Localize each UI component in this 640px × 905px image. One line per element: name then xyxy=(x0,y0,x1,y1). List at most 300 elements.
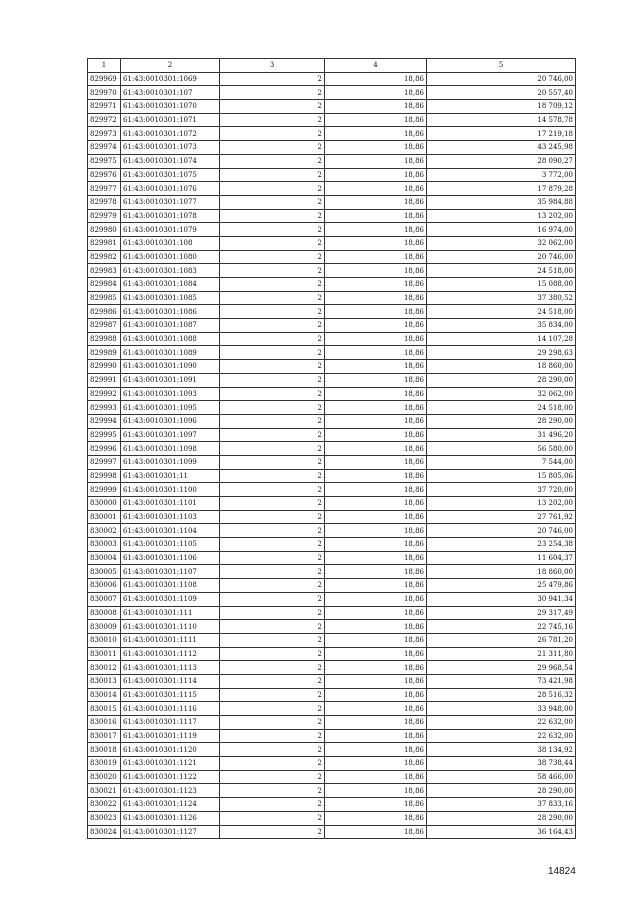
cell-row-number: 830021 xyxy=(88,784,121,798)
cell-col-3: 2 xyxy=(220,373,325,387)
cell-row-number: 829973 xyxy=(88,127,121,141)
cell-col-4: 18,86 xyxy=(325,647,427,661)
cell-row-number: 829976 xyxy=(88,168,121,182)
table-row xyxy=(88,182,576,196)
cell-col-4: 18,86 xyxy=(325,784,427,798)
cell-col-4: 18,86 xyxy=(325,633,427,647)
cell-col-3: 2 xyxy=(220,414,325,428)
cell-row-number: 829988 xyxy=(88,332,121,346)
cell-row-number: 829996 xyxy=(88,442,121,456)
cell-row-number: 830014 xyxy=(88,688,121,702)
table-row xyxy=(88,278,576,292)
cell-value: 33 948,00 xyxy=(427,702,576,716)
cell-col-4: 18,86 xyxy=(325,113,427,127)
table-row xyxy=(88,620,576,634)
table-row xyxy=(88,551,576,565)
table-row xyxy=(88,647,576,661)
cell-col-4: 18,86 xyxy=(325,455,427,469)
cell-value: 32 062,00 xyxy=(427,387,576,401)
cell-row-number: 830016 xyxy=(88,716,121,730)
cell-value: 36 164,43 xyxy=(427,825,576,839)
table-row xyxy=(88,702,576,716)
cell-cadastral-number: 61:43:0010301:1077 xyxy=(121,195,220,209)
cell-cadastral-number: 61:43:0010301:1124 xyxy=(121,798,220,812)
cell-value: 21 311,80 xyxy=(427,647,576,661)
table-row xyxy=(88,100,576,114)
cell-row-number: 830020 xyxy=(88,770,121,784)
table-row xyxy=(88,606,576,620)
cell-value: 73 421,98 xyxy=(427,674,576,688)
cell-col-4: 18,86 xyxy=(325,195,427,209)
cell-value: 22 632,00 xyxy=(427,716,576,730)
cell-col-4: 18,86 xyxy=(325,497,427,511)
cell-col-4: 18,86 xyxy=(325,579,427,593)
cell-value: 35 984,88 xyxy=(427,195,576,209)
table-row xyxy=(88,784,576,798)
cell-value: 13 202,00 xyxy=(427,209,576,223)
table-row xyxy=(88,291,576,305)
table-row xyxy=(88,674,576,688)
cell-row-number: 830006 xyxy=(88,579,121,593)
cell-value: 24 518,00 xyxy=(427,401,576,415)
table-row xyxy=(88,72,576,86)
cell-cadastral-number: 61:43:0010301:1089 xyxy=(121,346,220,360)
cell-value: 37 833,16 xyxy=(427,798,576,812)
cell-col-4: 18,86 xyxy=(325,305,427,319)
cell-col-4: 18,86 xyxy=(325,551,427,565)
cell-col-3: 2 xyxy=(220,168,325,182)
table-header xyxy=(88,59,576,73)
cell-cadastral-number: 61:43:0010301:1079 xyxy=(121,223,220,237)
cell-cadastral-number: 61:43:0010301:1123 xyxy=(121,784,220,798)
cell-col-3: 2 xyxy=(220,633,325,647)
cell-row-number: 829984 xyxy=(88,278,121,292)
cell-value: 17 219,18 xyxy=(427,127,576,141)
cell-row-number: 830022 xyxy=(88,798,121,812)
cell-row-number: 829997 xyxy=(88,455,121,469)
table-row xyxy=(88,168,576,182)
cell-cadastral-number: 61:43:0010301:1126 xyxy=(121,811,220,825)
table-row xyxy=(88,442,576,456)
table-row xyxy=(88,236,576,250)
cell-row-number: 830024 xyxy=(88,825,121,839)
column-header-4: 4 xyxy=(325,59,427,73)
cell-value: 26 781,20 xyxy=(427,633,576,647)
table-row xyxy=(88,661,576,675)
cell-cadastral-number: 61:43:0010301:1111 xyxy=(121,633,220,647)
cell-col-4: 18,86 xyxy=(325,674,427,688)
table-row xyxy=(88,455,576,469)
cell-col-3: 2 xyxy=(220,510,325,524)
cell-col-4: 18,86 xyxy=(325,606,427,620)
cell-row-number: 830001 xyxy=(88,510,121,524)
cell-col-4: 18,86 xyxy=(325,592,427,606)
cell-value: 15 088,00 xyxy=(427,278,576,292)
cell-row-number: 829986 xyxy=(88,305,121,319)
cell-row-number: 829989 xyxy=(88,346,121,360)
cell-cadastral-number: 61:43:0010301:1069 xyxy=(121,72,220,86)
cell-col-3: 2 xyxy=(220,811,325,825)
cell-row-number: 829999 xyxy=(88,483,121,497)
cell-col-3: 2 xyxy=(220,195,325,209)
document-sheet xyxy=(87,58,575,839)
table-row xyxy=(88,86,576,100)
cell-col-4: 18,86 xyxy=(325,620,427,634)
table-row xyxy=(88,483,576,497)
cell-cadastral-number: 61:43:0010301:1112 xyxy=(121,647,220,661)
cell-col-4: 18,86 xyxy=(325,141,427,155)
cell-col-4: 18,86 xyxy=(325,661,427,675)
cell-cadastral-number: 61:43:0010301:1070 xyxy=(121,100,220,114)
cell-value: 20 746,00 xyxy=(427,250,576,264)
cell-col-4: 18,86 xyxy=(325,332,427,346)
cell-col-3: 2 xyxy=(220,72,325,86)
cell-col-4: 18,86 xyxy=(325,264,427,278)
cell-col-4: 18,86 xyxy=(325,319,427,333)
cell-row-number: 829985 xyxy=(88,291,121,305)
cell-value: 24 518,00 xyxy=(427,264,576,278)
cell-row-number: 829977 xyxy=(88,182,121,196)
cell-cadastral-number: 61:43:0010301:108 xyxy=(121,236,220,250)
cell-value: 28 090,27 xyxy=(427,154,576,168)
table-row xyxy=(88,811,576,825)
cell-col-4: 18,86 xyxy=(325,428,427,442)
cell-value: 28 290,00 xyxy=(427,414,576,428)
cell-col-3: 2 xyxy=(220,305,325,319)
cell-row-number: 829983 xyxy=(88,264,121,278)
cell-cadastral-number: 61:43:0010301:1083 xyxy=(121,264,220,278)
cell-row-number: 829991 xyxy=(88,373,121,387)
cell-value: 24 518,00 xyxy=(427,305,576,319)
cell-value: 14 107,28 xyxy=(427,332,576,346)
cell-row-number: 830015 xyxy=(88,702,121,716)
cell-col-3: 2 xyxy=(220,278,325,292)
cell-value: 35 834,00 xyxy=(427,319,576,333)
table-row xyxy=(88,195,576,209)
cell-value: 25 479,86 xyxy=(427,579,576,593)
cell-row-number: 829992 xyxy=(88,387,121,401)
cell-col-4: 18,86 xyxy=(325,729,427,743)
cell-col-4: 18,86 xyxy=(325,414,427,428)
cell-col-3: 2 xyxy=(220,661,325,675)
cell-value: 56 580,00 xyxy=(427,442,576,456)
column-header-3: 3 xyxy=(220,59,325,73)
table-row xyxy=(88,250,576,264)
cell-value: 37 720,00 xyxy=(427,483,576,497)
cell-col-3: 2 xyxy=(220,565,325,579)
cell-col-3: 2 xyxy=(220,319,325,333)
cell-row-number: 830017 xyxy=(88,729,121,743)
cell-cadastral-number: 61:43:0010301:1073 xyxy=(121,141,220,155)
cell-col-3: 2 xyxy=(220,141,325,155)
cell-col-3: 2 xyxy=(220,798,325,812)
column-header-2: 2 xyxy=(121,59,220,73)
cell-row-number: 830018 xyxy=(88,743,121,757)
table-row xyxy=(88,579,576,593)
cell-col-3: 2 xyxy=(220,702,325,716)
cell-cadastral-number: 61:43:0010301:1101 xyxy=(121,497,220,511)
cell-cadastral-number: 61:43:0010301:1115 xyxy=(121,688,220,702)
cell-cadastral-number: 61:43:0010301:1103 xyxy=(121,510,220,524)
table-row xyxy=(88,770,576,784)
cell-value: 29 968,54 xyxy=(427,661,576,675)
cell-row-number: 829993 xyxy=(88,401,121,415)
cell-cadastral-number: 61:43:0010301:1122 xyxy=(121,770,220,784)
cell-value: 23 254,38 xyxy=(427,538,576,552)
cell-cadastral-number: 61:43:0010301:1119 xyxy=(121,729,220,743)
cell-row-number: 829971 xyxy=(88,100,121,114)
table-row xyxy=(88,264,576,278)
cell-row-number: 829990 xyxy=(88,360,121,374)
cell-value: 38 134,92 xyxy=(427,743,576,757)
cell-cadastral-number: 61:43:0010301:1107 xyxy=(121,565,220,579)
table-row xyxy=(88,825,576,839)
cell-cadastral-number: 61:43:0010301:1113 xyxy=(121,661,220,675)
cell-col-4: 18,86 xyxy=(325,825,427,839)
cell-col-3: 2 xyxy=(220,182,325,196)
cell-value: 18 860,00 xyxy=(427,360,576,374)
cell-value: 28 290,00 xyxy=(427,811,576,825)
cell-value: 20 557,40 xyxy=(427,86,576,100)
table-row xyxy=(88,113,576,127)
cell-value: 58 466,00 xyxy=(427,770,576,784)
table-row xyxy=(88,743,576,757)
cell-row-number: 829972 xyxy=(88,113,121,127)
cell-cadastral-number: 61:43:0010301:1095 xyxy=(121,401,220,415)
cell-col-4: 18,86 xyxy=(325,100,427,114)
cell-row-number: 829995 xyxy=(88,428,121,442)
cell-cadastral-number: 61:43:0010301:1071 xyxy=(121,113,220,127)
cell-col-4: 18,86 xyxy=(325,250,427,264)
cell-col-3: 2 xyxy=(220,524,325,538)
cell-cadastral-number: 61:43:0010301:1108 xyxy=(121,579,220,593)
cell-cadastral-number: 61:43:0010301:1127 xyxy=(121,825,220,839)
cell-col-4: 18,86 xyxy=(325,469,427,483)
cell-value: 28 290,00 xyxy=(427,373,576,387)
data-table xyxy=(87,58,576,839)
cell-row-number: 830009 xyxy=(88,620,121,634)
cell-value: 38 738,44 xyxy=(427,757,576,771)
cell-cadastral-number: 61:43:0010301:1117 xyxy=(121,716,220,730)
cell-value: 20 746,00 xyxy=(427,524,576,538)
cell-col-4: 18,86 xyxy=(325,168,427,182)
cell-row-number: 829982 xyxy=(88,250,121,264)
cell-row-number: 830005 xyxy=(88,565,121,579)
cell-value: 30 941,34 xyxy=(427,592,576,606)
cell-col-4: 18,86 xyxy=(325,86,427,100)
cell-cadastral-number: 61:43:0010301:1072 xyxy=(121,127,220,141)
cell-col-4: 18,86 xyxy=(325,770,427,784)
cell-value: 17 879,28 xyxy=(427,182,576,196)
cell-col-3: 2 xyxy=(220,86,325,100)
cell-value: 27 761,92 xyxy=(427,510,576,524)
cell-col-4: 18,86 xyxy=(325,483,427,497)
cell-col-3: 2 xyxy=(220,223,325,237)
cell-col-3: 2 xyxy=(220,455,325,469)
cell-col-3: 2 xyxy=(220,825,325,839)
cell-col-4: 18,86 xyxy=(325,223,427,237)
cell-row-number: 830004 xyxy=(88,551,121,565)
cell-col-3: 2 xyxy=(220,346,325,360)
cell-row-number: 830013 xyxy=(88,674,121,688)
cell-value: 22 632,00 xyxy=(427,729,576,743)
cell-col-4: 18,86 xyxy=(325,757,427,771)
cell-col-4: 18,86 xyxy=(325,510,427,524)
cell-cadastral-number: 61:43:0010301:1090 xyxy=(121,360,220,374)
cell-cadastral-number: 61:43:0010301:1078 xyxy=(121,209,220,223)
cell-value: 37 380,52 xyxy=(427,291,576,305)
cell-col-3: 2 xyxy=(220,674,325,688)
table-row xyxy=(88,428,576,442)
cell-row-number: 830003 xyxy=(88,538,121,552)
cell-row-number: 829974 xyxy=(88,141,121,155)
cell-cadastral-number: 61:43:0010301:1105 xyxy=(121,538,220,552)
table-row xyxy=(88,401,576,415)
cell-cadastral-number: 61:43:0010301:1114 xyxy=(121,674,220,688)
cell-cadastral-number: 61:43:0010301:1075 xyxy=(121,168,220,182)
cell-row-number: 830000 xyxy=(88,497,121,511)
cell-col-4: 18,86 xyxy=(325,127,427,141)
header-row xyxy=(88,59,576,73)
cell-value: 29 298,63 xyxy=(427,346,576,360)
cell-value: 15 805,06 xyxy=(427,469,576,483)
cell-value: 22 745,16 xyxy=(427,620,576,634)
cell-cadastral-number: 61:43:0010301:1086 xyxy=(121,305,220,319)
cell-col-3: 2 xyxy=(220,497,325,511)
cell-col-4: 18,86 xyxy=(325,442,427,456)
cell-col-3: 2 xyxy=(220,360,325,374)
cell-col-3: 2 xyxy=(220,401,325,415)
cell-col-3: 2 xyxy=(220,757,325,771)
table-row xyxy=(88,319,576,333)
cell-value: 32 062,00 xyxy=(427,236,576,250)
cell-value: 28 290,00 xyxy=(427,784,576,798)
cell-col-4: 18,86 xyxy=(325,182,427,196)
table-row xyxy=(88,141,576,155)
cell-row-number: 830002 xyxy=(88,524,121,538)
column-header-5: 5 xyxy=(427,59,576,73)
cell-col-3: 2 xyxy=(220,442,325,456)
cell-col-4: 18,86 xyxy=(325,360,427,374)
cell-cadastral-number: 61:43:0010301:1099 xyxy=(121,455,220,469)
table-row xyxy=(88,757,576,771)
cell-cadastral-number: 61:43:0010301:1100 xyxy=(121,483,220,497)
cell-row-number: 829978 xyxy=(88,195,121,209)
table-row xyxy=(88,373,576,387)
cell-cadastral-number: 61:43:0010301:1088 xyxy=(121,332,220,346)
table-row xyxy=(88,154,576,168)
cell-row-number: 829987 xyxy=(88,319,121,333)
table-row xyxy=(88,360,576,374)
cell-col-4: 18,86 xyxy=(325,209,427,223)
cell-cadastral-number: 61:43:0010301:1121 xyxy=(121,757,220,771)
table-row xyxy=(88,497,576,511)
cell-row-number: 830012 xyxy=(88,661,121,675)
cell-row-number: 829969 xyxy=(88,72,121,86)
cell-col-4: 18,86 xyxy=(325,688,427,702)
table-row xyxy=(88,469,576,483)
cell-cadastral-number: 61:43:0010301:1109 xyxy=(121,592,220,606)
table-row xyxy=(88,538,576,552)
cell-col-3: 2 xyxy=(220,209,325,223)
cell-row-number: 830011 xyxy=(88,647,121,661)
table-row xyxy=(88,223,576,237)
cell-row-number: 830023 xyxy=(88,811,121,825)
cell-row-number: 830019 xyxy=(88,757,121,771)
cell-col-4: 18,86 xyxy=(325,401,427,415)
table-row xyxy=(88,209,576,223)
cell-col-3: 2 xyxy=(220,469,325,483)
cell-cadastral-number: 61:43:0010301:1076 xyxy=(121,182,220,196)
table-row xyxy=(88,633,576,647)
cell-value: 3 772,00 xyxy=(427,168,576,182)
cell-col-4: 18,86 xyxy=(325,346,427,360)
cell-value: 18 860,00 xyxy=(427,565,576,579)
cell-col-4: 18,86 xyxy=(325,524,427,538)
cell-row-number: 830007 xyxy=(88,592,121,606)
cell-row-number: 829994 xyxy=(88,414,121,428)
cell-col-3: 2 xyxy=(220,264,325,278)
cell-col-4: 18,86 xyxy=(325,278,427,292)
cell-col-4: 18,86 xyxy=(325,538,427,552)
cell-col-3: 2 xyxy=(220,291,325,305)
cell-row-number: 830010 xyxy=(88,633,121,647)
table-row xyxy=(88,729,576,743)
cell-col-4: 18,86 xyxy=(325,811,427,825)
cell-value: 29 317,49 xyxy=(427,606,576,620)
table-row xyxy=(88,592,576,606)
cell-col-3: 2 xyxy=(220,688,325,702)
cell-value: 28 516,32 xyxy=(427,688,576,702)
cell-col-4: 18,86 xyxy=(325,291,427,305)
cell-col-4: 18,86 xyxy=(325,387,427,401)
table-row xyxy=(88,798,576,812)
cell-col-3: 2 xyxy=(220,428,325,442)
cell-cadastral-number: 61:43:0010301:1097 xyxy=(121,428,220,442)
cell-col-3: 2 xyxy=(220,551,325,565)
cell-col-4: 18,86 xyxy=(325,72,427,86)
cell-cadastral-number: 61:43:0010301:1085 xyxy=(121,291,220,305)
cell-col-4: 18,86 xyxy=(325,743,427,757)
table-body xyxy=(88,72,576,839)
cell-col-3: 2 xyxy=(220,113,325,127)
cell-col-3: 2 xyxy=(220,236,325,250)
table-row xyxy=(88,565,576,579)
cell-col-4: 18,86 xyxy=(325,702,427,716)
cell-col-4: 18,86 xyxy=(325,798,427,812)
cell-col-3: 2 xyxy=(220,647,325,661)
cell-col-3: 2 xyxy=(220,770,325,784)
cell-col-4: 18,86 xyxy=(325,236,427,250)
cell-cadastral-number: 61:43:0010301:111 xyxy=(121,606,220,620)
table-row xyxy=(88,332,576,346)
cell-value: 16 974,00 xyxy=(427,223,576,237)
cell-col-3: 2 xyxy=(220,154,325,168)
table-row xyxy=(88,346,576,360)
cell-cadastral-number: 61:43:0010301:1080 xyxy=(121,250,220,264)
cell-value: 20 746,00 xyxy=(427,72,576,86)
cell-col-3: 2 xyxy=(220,483,325,497)
cell-cadastral-number: 61:43:0010301:1074 xyxy=(121,154,220,168)
cell-col-3: 2 xyxy=(220,127,325,141)
cell-col-3: 2 xyxy=(220,716,325,730)
cell-row-number: 829970 xyxy=(88,86,121,100)
table-row xyxy=(88,305,576,319)
cell-cadastral-number: 61:43:0010301:11 xyxy=(121,469,220,483)
cell-row-number: 829975 xyxy=(88,154,121,168)
table-row xyxy=(88,414,576,428)
table-row xyxy=(88,127,576,141)
